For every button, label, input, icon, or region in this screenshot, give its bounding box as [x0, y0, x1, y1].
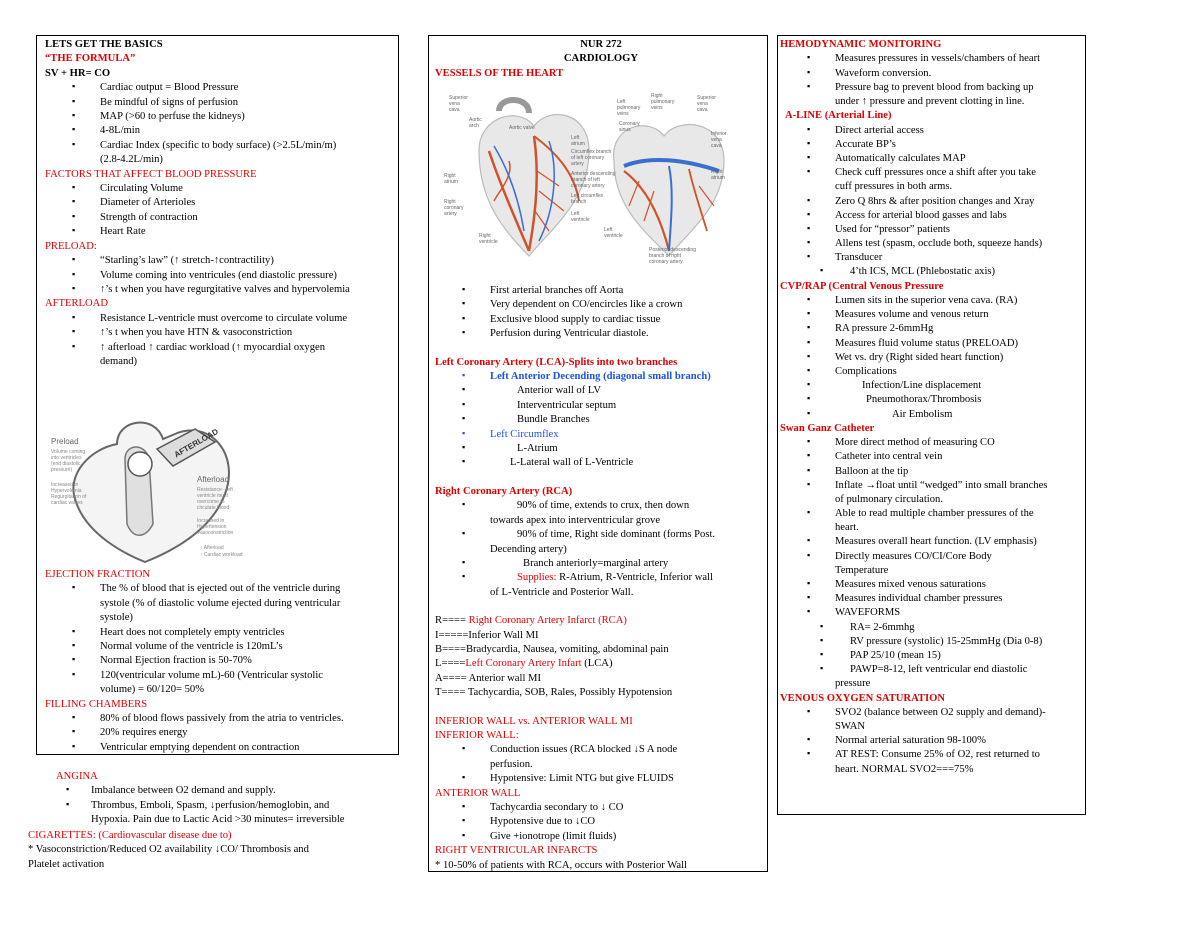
list-item: ▪ Waveform conversion.	[780, 67, 1085, 81]
list-item: ▪ L-Lateral wall of L-Ventricle	[435, 456, 765, 470]
list-item: ▪ Exclusive blood supply to cardiac tissue	[435, 313, 765, 327]
rca-list	[435, 499, 765, 600]
list-item-continued	[45, 683, 395, 697]
list-item: ▪ Perfusion during Ventricular diastole.	[435, 327, 765, 341]
hemodynamic-box	[777, 35, 1086, 815]
list-text: (2.8-4.2L/min)	[100, 154, 163, 166]
list-item: ▪ Cardiac output = Blood Pressure	[45, 81, 398, 95]
list-item: ▪ Branch anteriorly=marginal artery	[435, 557, 765, 571]
legend-workload: ↑ Cardiac workload	[200, 552, 243, 558]
circumflex-title: ▪ Left Circumflex	[435, 428, 765, 442]
supplies-label: Supplies:	[517, 572, 557, 584]
rv-infarcts-title: RIGHT VENTRICULAR INFARCTS	[435, 845, 598, 857]
list-item-continued	[435, 586, 765, 600]
label-left-atrium: atrium	[571, 141, 585, 147]
list-item-continued	[45, 597, 395, 611]
label-ivc: cava	[711, 143, 722, 149]
list-item-continued	[56, 813, 406, 827]
label-left-pulm: pulmonary	[617, 105, 641, 111]
supplies-text: R-Atrium, R-Ventricle, Inferior wall	[556, 572, 713, 584]
swan-title: Swan Ganz Catheter	[780, 422, 875, 434]
list-item: ▪ L-Atrium	[435, 442, 765, 456]
list-item: ▪ Resistance L-ventricle must overcome to circulate volume	[45, 312, 398, 326]
list-text: Decending artery)	[490, 543, 567, 555]
list-item: ▪ AT REST: Consume 25% of O2, rest returned to	[780, 748, 1085, 762]
list-item: ▪ Measures individual chamber pressures	[780, 592, 1085, 606]
label-svc: Superior	[449, 95, 468, 101]
list-item-continued	[435, 514, 765, 528]
label-right-pulm: Right	[651, 93, 663, 99]
list-item: ▪ Ventricular emptying dependent on contraction	[45, 741, 395, 755]
mnemonic-i: I=====Inferior Wall MI	[435, 629, 539, 641]
angina-list	[56, 784, 406, 827]
list-item: ▪ Zero Q 8hrs & after position changes and Xray	[780, 195, 1085, 209]
mnemonic-a: A==== Anterior wall MI	[435, 672, 541, 684]
list-item-continued	[780, 180, 1085, 194]
list-item: ▪ Pressure bag to prevent blood from backing up	[780, 81, 1085, 95]
list-item-continued	[780, 521, 1085, 535]
list-item: ▪ Thrombus, Emboli, Spasm, ↓perfusion/hemoglobin, and	[56, 799, 406, 813]
label-lad: branch of left	[571, 177, 600, 183]
label-left-ventricle: ventricle	[571, 217, 590, 223]
list-item: ▪ Check cuff pressures once a shift after you take	[780, 166, 1085, 180]
list-item: ▪ Infection/Line displacement	[780, 379, 1085, 393]
list-item: ▪ Balloon at the tip	[780, 465, 1085, 479]
label-right-atrium: Right	[444, 173, 456, 179]
list-item: ▪ Normal volume of the ventricle is 120mL’s	[45, 640, 395, 654]
angina-section	[56, 770, 406, 828]
list-item: ▪ Pneumothorax/Thrombosis	[780, 393, 1085, 407]
list-text: heart.	[835, 522, 859, 534]
label-aortic-arch: Aortic	[469, 117, 482, 123]
list-item: ▪ RA= 2-6mmhg	[780, 621, 1085, 635]
cardiology-box	[428, 35, 768, 872]
list-item: ▪ Volume coming into ventricules (end diastolic pressure)	[45, 269, 398, 283]
ef-title: EJECTION FRACTION	[45, 569, 151, 580]
list-item: ▪ Give +ionotrope (limit fluids)	[435, 830, 765, 844]
swan-list	[780, 436, 1085, 691]
list-item: ▪ Used for “pressor” patients	[780, 223, 1085, 237]
preload-note-line: into ventricles	[51, 455, 82, 461]
afterload-title: AFTERLOAD	[45, 298, 108, 310]
list-item: ▪ Circulating Volume	[45, 182, 398, 196]
filling-title: FILLING CHAMBERS	[45, 698, 148, 710]
preload-title: PRELOAD:	[45, 240, 97, 252]
aorta-list	[435, 284, 765, 342]
list-item-continued	[45, 611, 395, 625]
label-right-atrium2: atrium	[711, 175, 725, 181]
cigarettes-text: Platelet activation	[28, 858, 105, 870]
list-item: ▪ Access for arterial blood gasses and labs	[780, 209, 1085, 223]
label-left-atrium: Left	[571, 135, 580, 141]
list-item: ▪ ↑ afterload ↑ cardiac workload (↑ myocardial oxygen	[45, 341, 398, 355]
label-left-ventricle2: ventricle	[604, 233, 623, 239]
basics-box	[36, 35, 399, 755]
mnemonic-prefix: L====	[435, 658, 466, 670]
list-item: ▪ Hypotensive: Limit NTG but give FLUIDS	[435, 772, 765, 786]
mnemonic-prefix: R====	[435, 615, 469, 627]
preload-note-line: pressure)	[51, 467, 73, 473]
afterload-label: Afterload	[197, 475, 230, 484]
label-lad: coronary artery	[571, 183, 605, 189]
list-item: ▪ Allens test (spasm, occlude both, squeeze hands)	[780, 237, 1085, 251]
list-item-continued	[780, 677, 1085, 691]
label-svc: cava	[449, 107, 460, 113]
rbilat-mnemonic	[435, 614, 765, 700]
label-svc: vena	[449, 101, 460, 107]
anterior-list	[435, 801, 765, 844]
afterload-note-line: Resistance - left	[197, 487, 233, 493]
pump-figure-icon	[128, 452, 152, 476]
list-text: Temperature	[835, 564, 889, 576]
list-item: ▪ Measures mixed venous saturations	[780, 578, 1085, 592]
course-subject: CARDIOLOGY	[563, 53, 639, 65]
inferior-anterior-title: INFERIOR WALL vs. ANTERIOR WALL MI	[435, 715, 633, 727]
label-ivc: Inferior	[711, 131, 727, 137]
label-aortic-valve: Aortic valve	[509, 125, 535, 131]
mnemonic-r-text: Right Coronary Artery Infarct (RCA)	[468, 615, 627, 627]
preload-note-line: cardiac valves	[51, 500, 83, 506]
list-item: ▪ Measures volume and venous return	[780, 308, 1085, 322]
preload-afterload-diagram	[45, 404, 245, 564]
preload-note-line: Regurgitation of	[51, 494, 87, 500]
list-item: ▪ First arterial branches off Aorta	[435, 284, 765, 298]
list-item: ▪ SVO2 (balance between O2 supply and demand)-	[780, 706, 1085, 720]
label-left-ventricle: Left	[571, 211, 580, 217]
label-pda: Posterior descending	[649, 247, 696, 253]
preload-note-line: Increased in	[51, 482, 79, 488]
list-item-continued	[780, 493, 1085, 507]
label-right-atrium: atrium	[444, 179, 458, 185]
list-item: ▪ Normal arterial saturation 98-100%	[780, 734, 1085, 748]
list-text: volume) = 60/120= 50%	[100, 684, 205, 696]
list-item: ▪ Air Embolism	[780, 408, 1085, 422]
list-item: ▪ Diameter of Arterioles	[45, 196, 398, 210]
preload-note-line: Volume coming	[51, 449, 86, 455]
list-item-continued	[45, 355, 398, 369]
inferior-title: INFERIOR WALL:	[435, 729, 519, 741]
label-circumflex: of left coronary	[571, 155, 605, 161]
label-left-pulm: veins	[617, 111, 629, 117]
list-item: ▪ Accurate BP’s	[780, 138, 1085, 152]
mnemonic-b: B====Bradycardia, Nausea, vomiting, abdominal pain	[435, 643, 669, 655]
list-text: demand)	[100, 355, 138, 367]
label-lad: Anterior descending	[571, 171, 616, 177]
list-item: ▪ MAP (>60 to perfuse the kidneys)	[45, 110, 398, 124]
list-item: ▪ Interventricular septum	[435, 399, 765, 413]
label-right-ventricle: ventricle	[479, 239, 498, 245]
list-item: ▪ Strength of contraction	[45, 211, 398, 225]
list-item: ▪ Able to read multiple chamber pressures of the	[780, 507, 1085, 521]
list-item: ▪ Wet vs. dry (Right sided heart function)	[780, 351, 1085, 365]
aline-list	[780, 124, 1085, 280]
factors-list	[45, 182, 398, 240]
list-item-continued	[780, 763, 1085, 777]
basics-title: LETS GET THE BASICS	[45, 39, 163, 50]
label-circumflex: artery	[571, 161, 584, 167]
mnemonic-l-text: Left Coronary Artery Infart	[465, 658, 582, 670]
list-text: Hypoxia. Pain due to Lactic Acid >30 minutes= irreversible	[91, 814, 345, 826]
label-left-pulm: Left	[617, 99, 626, 105]
label-lca-branch: branch	[571, 199, 587, 205]
list-item: ▪ Tachycardia secondary to ↓ CO	[435, 801, 765, 815]
factors-title: FACTORS THAT AFFECT BLOOD PRESSURE	[45, 168, 257, 180]
label-coronary-sinus: Coronary	[619, 121, 640, 127]
cigarettes-section	[28, 829, 408, 872]
preload-note-line: Hypervolemia	[51, 488, 82, 494]
label-left-ventricle2: Left	[604, 227, 613, 233]
list-text: heart. NORMAL SVO2===75%	[835, 763, 974, 775]
lad-title: ▪ Left Anterior Decending (diagonal small branch)	[435, 370, 765, 384]
list-item: ▪ Transducer	[780, 251, 1085, 265]
list-item-continued	[435, 758, 765, 772]
list-item: ▪ ↑’s t when you have regurgitative valves and hypervolemia	[45, 283, 398, 297]
cigarettes-text: * Vasoconstriction/Reduced O2 availability ↓CO/ Thrombosis and	[28, 844, 309, 856]
list-text: cuff pressures in both arms.	[835, 181, 953, 193]
list-item: ▪ “Starling’s law” (↑ stretch-↑contractility)	[45, 254, 398, 268]
preload-label: Preload	[51, 437, 79, 446]
list-item: ▪ Measures fluid volume status (PRELOAD)	[780, 337, 1085, 351]
afterload-list	[45, 312, 398, 370]
list-text: of L-Ventricle and Posterior Wall.	[490, 586, 634, 598]
afterload-note-line: overcome to	[197, 499, 225, 505]
list-item: ▪ PAP 25/10 (mean 15)	[780, 649, 1085, 663]
list-item: ▪ Complications	[780, 365, 1085, 379]
list-item: ▪ Be mindful of signs of perfusion	[45, 96, 398, 110]
list-item: ▪ Very dependent on CO/encircles like a crown	[435, 298, 765, 312]
ef-list	[45, 582, 395, 697]
mnemonic-suffix: (LCA)	[581, 658, 613, 670]
list-item: ▪ Directly measures CO/CI/Core Body	[780, 550, 1085, 564]
list-item: ▪ Lumen sits in the superior vena cava. (RA)	[780, 294, 1085, 308]
label-right-ventricle: Right	[479, 233, 491, 239]
label-rca: artery	[444, 211, 457, 217]
list-text: perfusion.	[490, 758, 533, 770]
afterload-banner: AFTERLOAD	[172, 426, 220, 460]
formula-title: “THE FORMULA”	[45, 53, 136, 65]
afterload-note-line: ventricle must	[197, 493, 228, 499]
list-text: systole)	[100, 612, 133, 624]
list-item: ▪ Cardiac Index (specific to body surface) (>2.5L/min/m)	[45, 139, 398, 153]
preload-list	[45, 254, 398, 297]
list-item: ▪ Measures overall heart function. (LV emphasis)	[780, 535, 1085, 549]
list-item-continued	[780, 95, 1085, 109]
label-svc2: Superior	[697, 95, 716, 101]
list-item: ▪ More direct method of measuring CO	[780, 436, 1085, 450]
list-item-continued	[435, 543, 765, 557]
filling-list	[45, 712, 395, 755]
list-text: systole (% of diastolic volume ejected during ventricular	[100, 597, 341, 609]
label-coronary-sinus: sinus	[619, 127, 631, 133]
label-aortic-arch: arch	[469, 123, 479, 129]
list-item: ▪ Catheter into central vein	[780, 450, 1085, 464]
label-rca: coronary	[444, 205, 464, 211]
label-lca-branch: Left circumflex	[571, 193, 604, 199]
list-item: ▪ 4-8L/min	[45, 124, 398, 138]
list-item-continued	[780, 564, 1085, 578]
label-pda: branch of right	[649, 253, 681, 259]
vessels-title: VESSELS OF THE HEART	[435, 67, 564, 79]
list-item-continued	[780, 720, 1085, 734]
list-item: ▪ PAWP=8-12, left ventricular end diastolic	[780, 663, 1085, 677]
course-code: NUR 272	[580, 39, 622, 50]
cigarettes-title: CIGARETTES: (Cardiovascular disease due to)	[28, 830, 232, 841]
rv-infarcts-text: * 10-50% of patients with RCA, occurs with Posterior Wall	[435, 859, 687, 871]
angina-title: ANGINA	[56, 771, 98, 782]
list-item: ▪ 90% of time, extends to crux, then down	[435, 499, 765, 513]
coronary-vessels-diagram	[439, 91, 739, 271]
label-right-atrium2: Right	[711, 169, 723, 175]
hemo-title: HEMODYNAMIC MONITORING	[780, 39, 942, 50]
anterior-title: ANTERIOR WALL	[435, 787, 521, 799]
list-item: ▪ 120(ventricular volume mL)-60 (Ventricular systolic	[45, 669, 395, 683]
mnemonic-r	[435, 614, 765, 628]
label-rca: Right	[444, 199, 456, 205]
list-item-continued	[45, 153, 398, 167]
list-item: ▪ RA pressure 2-6mmHg	[780, 322, 1085, 336]
vos-list	[780, 706, 1085, 777]
legend-afterload: ↑ Afterload	[200, 545, 224, 551]
hemo-list	[780, 52, 1085, 109]
label-ivc: vena	[711, 137, 722, 143]
lca-title: Left Coronary Artery (LCA)-Splits into two branches	[435, 356, 678, 368]
afterload-note-line: Vasoconstriction	[197, 530, 234, 536]
list-item: ▪ Conduction issues (RCA blocked ↓S A node	[435, 743, 765, 757]
label-svc2: cava	[697, 107, 708, 113]
label-circumflex: Circumflex branch	[571, 149, 612, 155]
list-item: ▪ Inflate →float until “wedged” into small branches	[780, 479, 1085, 493]
cvp-list	[780, 294, 1085, 422]
inferior-list	[435, 743, 765, 786]
list-text: under ↑ pressure and prevent clotting in line.	[835, 95, 1025, 107]
list-item: ▪ Measures pressures in vessels/chambers of heart	[780, 52, 1085, 66]
list-item: ▪ 90% of time, Right side dominant (forms Post.	[435, 528, 765, 542]
list-item: ▪ Normal Ejection fraction is 50-70%	[45, 654, 395, 668]
formula-list	[45, 81, 398, 167]
list-item: ▪ Anterior wall of LV	[435, 384, 765, 398]
list-text: SWAN	[835, 721, 866, 733]
list-item: ▪ Heart does not completely empty ventricles	[45, 626, 395, 640]
list-item: ▪ ↑’s t when you have HTN & vasoconstriction	[45, 326, 398, 340]
mnemonic-t: T==== Tachycardia, SOB, Rales, Possibly Hypotension	[435, 687, 673, 699]
list-text: pressure	[835, 678, 871, 690]
cvp-title: CVP/RAP (Central Venous Pressure	[780, 280, 944, 292]
list-text: towards apex into interventricular grove	[490, 514, 661, 526]
list-item: ▪ 4’th ICS, MCL (Phlebostatic axis)	[780, 265, 1085, 279]
list-item: ▪ 20% requires energy	[45, 726, 395, 740]
list-item: ▪ WAVEFORMS	[780, 606, 1085, 620]
preload-note-line: (end diastolic	[51, 461, 81, 467]
list-text: of pulmonary circulation.	[835, 493, 943, 505]
lca-list	[435, 370, 765, 471]
afterload-note-line: circulate blood	[197, 505, 230, 511]
list-item: ▪ Direct arterial access	[780, 124, 1085, 138]
list-item: ▪ The % of blood that is ejected out of the ventricle during	[45, 582, 395, 596]
list-item: ▪ Bundle Branches	[435, 413, 765, 427]
rca-title: Right Coronary Artery (RCA)	[435, 485, 573, 497]
list-item: ▪ Imbalance between O2 demand and supply.	[56, 784, 406, 798]
formula: SV + HR= CO	[45, 67, 111, 79]
list-item: ▪ 80% of blood flows passively from the atria to ventricles.	[45, 712, 395, 726]
afterload-note-line: Increased in	[197, 518, 225, 524]
list-item	[435, 571, 765, 585]
label-svc2: vena	[697, 101, 708, 107]
aline-title: A-LINE (Arterial Line)	[785, 110, 892, 122]
list-item: ▪ RV pressure (systolic) 15-25mmHg (Dia 0-8)	[780, 635, 1085, 649]
list-item: ▪ Heart Rate	[45, 225, 398, 239]
vos-title: VENOUS OXYGEN SATURATION	[780, 692, 946, 704]
label-right-pulm: pulmonary	[651, 99, 675, 105]
list-item: ▪ Automatically calculates MAP	[780, 152, 1085, 166]
label-right-pulm: veins	[651, 105, 663, 111]
afterload-note-line: Hypertension	[197, 524, 227, 530]
label-pda: coronary artery	[649, 259, 683, 265]
mnemonic-l	[435, 657, 765, 671]
list-item: ▪ Hypotensive due to ↓CO	[435, 815, 765, 829]
